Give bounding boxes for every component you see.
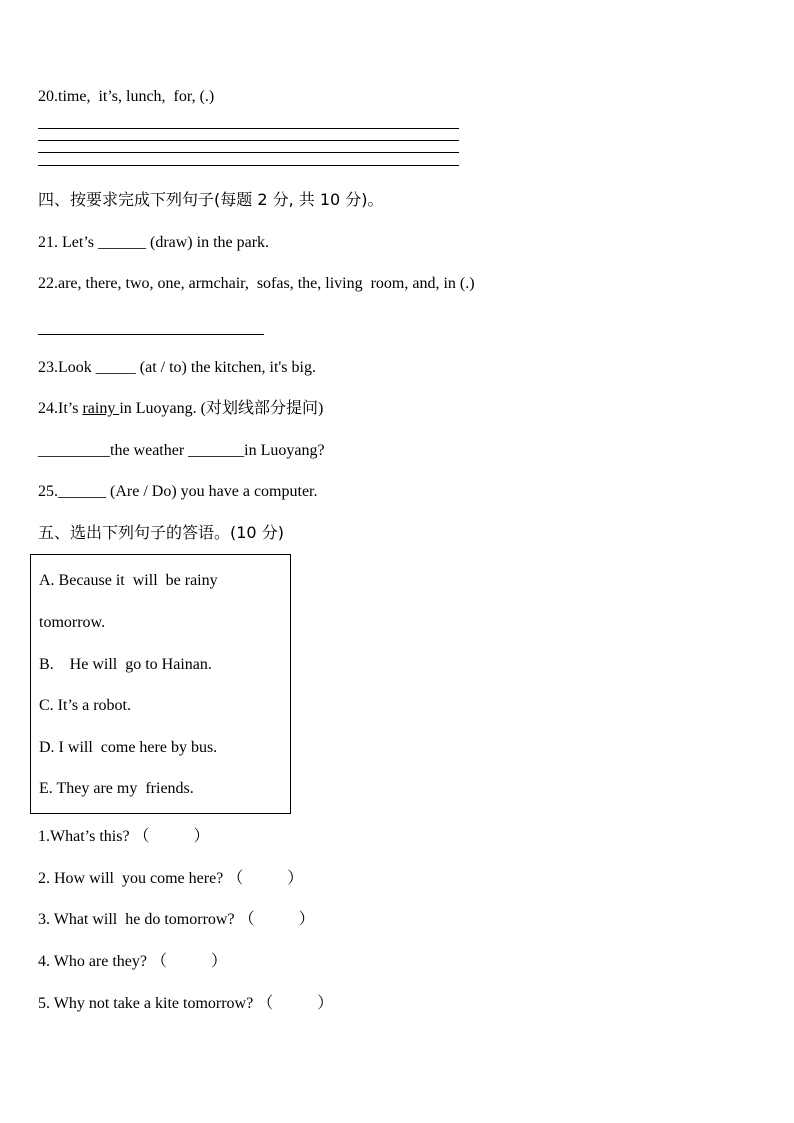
question-22: 22.are, there, two, one, armchair, sofas, the, living room, and, in (.) bbox=[38, 275, 475, 292]
answer-line bbox=[38, 128, 459, 129]
match-question-text: 2. How will you come here? bbox=[38, 870, 224, 887]
match-question-text: 1.What’s this? bbox=[38, 828, 130, 845]
option-c: C. It’s a robot. bbox=[39, 697, 131, 714]
option-e: E. They are my friends. bbox=[39, 780, 194, 797]
match-question-text: 5. Why not take a kite tomorrow? bbox=[38, 995, 254, 1012]
section-4-title: 四、按要求完成下列句子(每题 2 分, 共 10 分)。 bbox=[38, 190, 384, 209]
question-24-suffix: in Luoyang. (对划线部分提问) bbox=[119, 400, 324, 417]
match-question-text: 3. What will he do tomorrow? bbox=[38, 911, 235, 928]
answer-paren[interactable]: （ ） bbox=[151, 953, 228, 970]
option-a: A. Because it will be rainy bbox=[39, 572, 218, 589]
option-b: B. He will go to Hainan. bbox=[39, 656, 212, 673]
question-20: 20.time, it’s, lunch, for, (.) bbox=[38, 88, 215, 105]
underlined-word: rainy bbox=[82, 400, 120, 417]
answer-line bbox=[38, 334, 264, 335]
section-5-title: 五、选出下列句子的答语。(10 分) bbox=[38, 523, 284, 542]
option-a-cont: tomorrow. bbox=[39, 614, 106, 631]
answer-paren[interactable]: （ ） bbox=[257, 995, 334, 1012]
answer-line bbox=[38, 152, 459, 153]
answer-paren[interactable]: （ ） bbox=[238, 911, 315, 928]
options-box bbox=[30, 554, 291, 814]
match-question-text: 4. Who are they? bbox=[38, 953, 147, 970]
match-question-2 bbox=[38, 869, 303, 889]
answer-paren[interactable]: （ ） bbox=[227, 870, 304, 887]
question-25: 25.______ (Are / Do) you have a computer. bbox=[38, 483, 318, 500]
question-24-prefix: 24.It’s bbox=[38, 400, 83, 417]
question-21: 21. Let’s ______ (draw) in the park. bbox=[38, 234, 270, 251]
match-question-1 bbox=[38, 827, 210, 847]
question-24-answer-line: _________the weather _______in Luoyang? bbox=[38, 442, 325, 459]
match-question-5 bbox=[38, 994, 333, 1014]
answer-line bbox=[38, 140, 459, 141]
answer-paren[interactable]: （ ） bbox=[133, 828, 210, 845]
match-question-3 bbox=[38, 910, 315, 930]
question-24 bbox=[38, 399, 323, 419]
option-d: D. I will come here by bus. bbox=[39, 739, 218, 756]
match-question-4 bbox=[38, 952, 227, 972]
answer-line bbox=[38, 165, 459, 166]
question-23: 23.Look _____ (at / to) the kitchen, it's big. bbox=[38, 359, 316, 376]
